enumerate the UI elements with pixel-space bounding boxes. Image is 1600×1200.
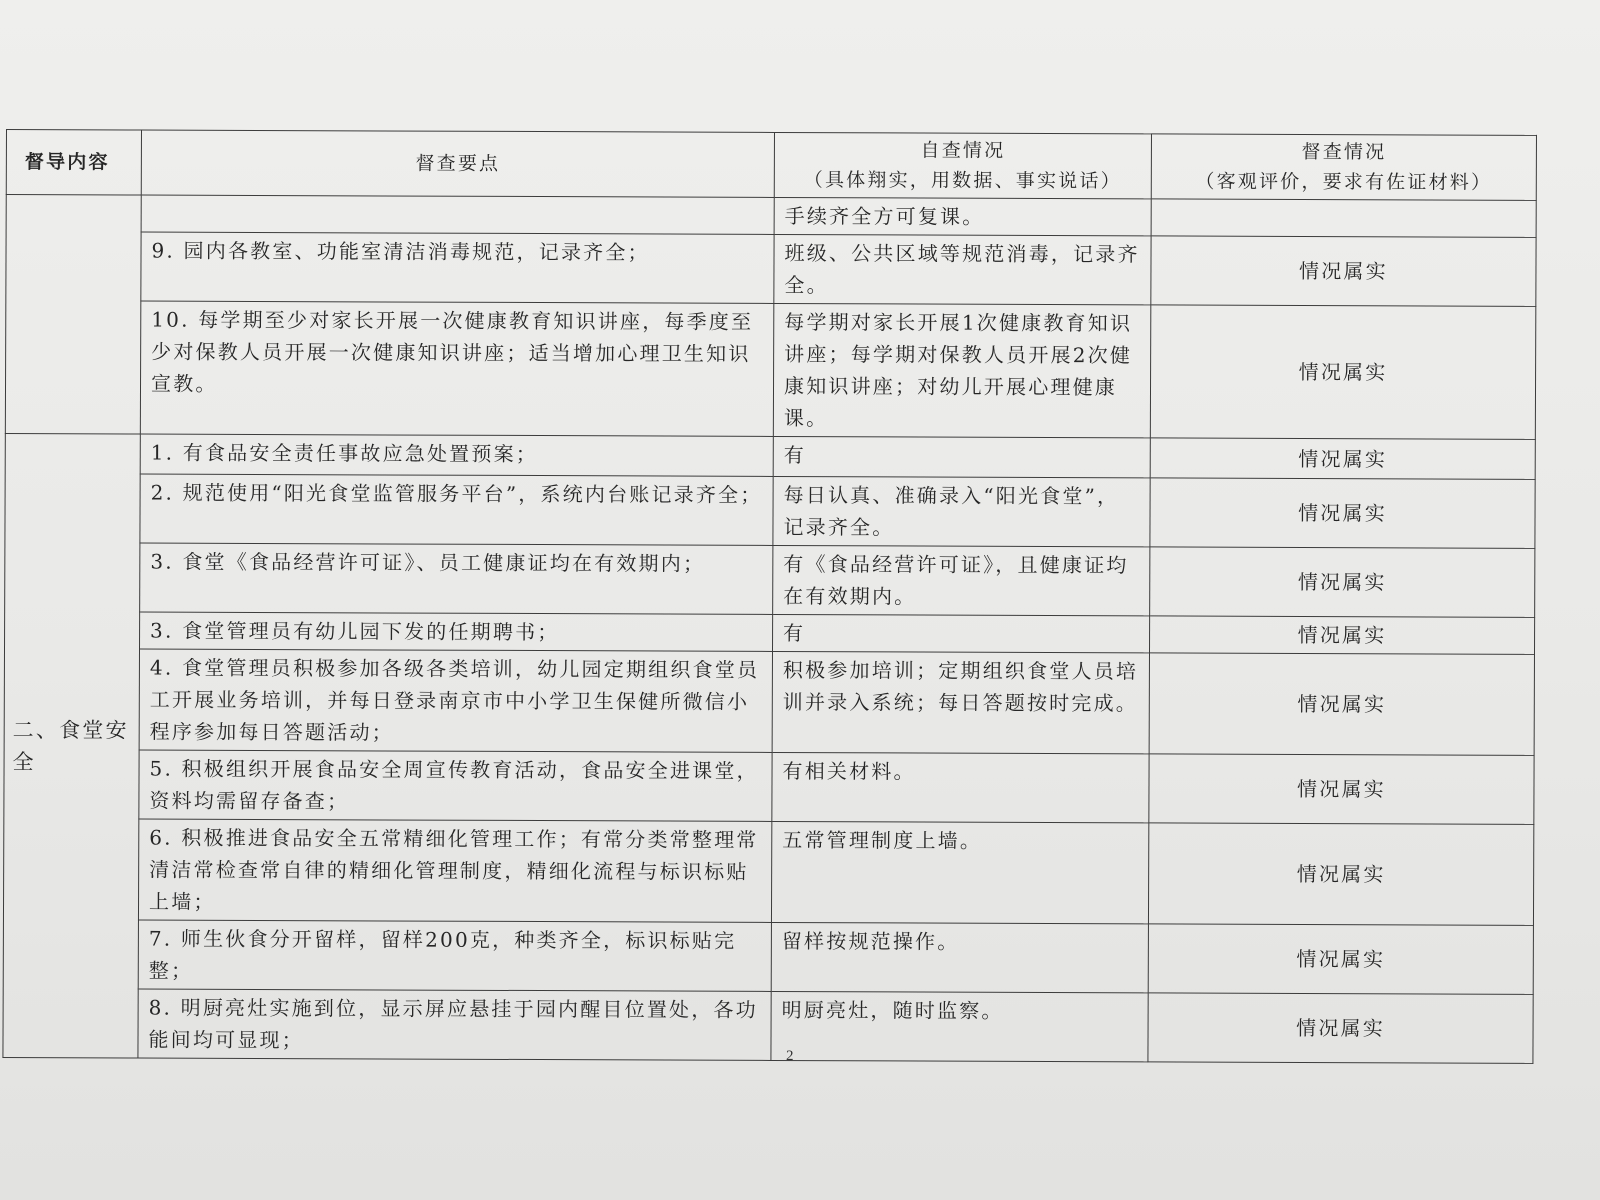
header-inspection-points: 督查要点 (141, 130, 774, 197)
header-supervision-content: 督导内容 (6, 130, 141, 196)
category-cell-section1 (5, 195, 141, 435)
self-check-cell: 班级、公共区域等规范消毒，记录齐全。 (774, 234, 1151, 304)
self-check-cell: 每日认真、准确录入“阳光食堂”，记录齐全。 (773, 476, 1150, 546)
self-check-cell: 有相关材料。 (772, 752, 1149, 822)
point-cell: 6. 积极推进食品安全五常精细化管理工作；有常分类常整理常清洁常检查常自律的精细化管理制度，精细化流程与标识标贴上墙； (138, 819, 771, 922)
table-row (5, 473, 1535, 548)
table-row (3, 818, 1533, 925)
table-row (5, 301, 1535, 440)
point-cell: 8. 明厨亮灶实施到位，显示屏应悬挂于园内醒目位置处，各功能间均可显现； (138, 989, 771, 1060)
self-check-cell: 有 (773, 436, 1150, 477)
point-cell: 3. 食堂《食品经营许可证》、员工健康证均在有效期内； (140, 543, 773, 614)
header-inspection-result-note: （客观评价，要求有佐证材料） (1195, 170, 1493, 194)
point-cell (141, 195, 774, 234)
header-inspection-result-title: 督查情况 (1301, 140, 1387, 164)
point-cell: 2. 规范使用“阳光食堂监管服务平台”，系统内台账记录齐全； (140, 474, 773, 545)
verdict-cell: 情况属实 (1149, 653, 1534, 755)
table-header-row (6, 130, 1536, 201)
self-check-cell: 有《食品经营许可证》，且健康证均在有效期内。 (773, 545, 1150, 615)
header-self-check-note: （具体翔实，用数据、事实说话） (803, 169, 1122, 193)
self-check-cell: 每学期对家长开展1次健康教育知识讲座；每学期对保教人员开展2次健康知识讲座；对幼儿开展心理健康课。 (773, 303, 1151, 437)
point-cell: 5. 积极组织开展食品安全周宣传教育活动，食品安全进课堂，资料均需留存备查； (139, 750, 772, 821)
verdict-cell: 情况属实 (1148, 924, 1533, 994)
table-row (4, 749, 1534, 824)
verdict-cell: 情况属实 (1148, 993, 1533, 1063)
point-cell: 1. 有食品安全责任事故应急处置预案； (140, 434, 773, 476)
verdict-cell: 情况属实 (1151, 236, 1536, 306)
category-cell-canteen-safety: 二、食堂安全 (3, 433, 140, 1058)
table-row (3, 988, 1533, 1063)
verdict-cell: 情况属实 (1150, 438, 1535, 479)
self-check-cell: 五常管理制度上墙。 (771, 821, 1148, 923)
table-row (3, 919, 1533, 994)
table-row (4, 648, 1534, 755)
table-row (5, 433, 1535, 479)
self-check-cell: 积极参加培训；定期组织食堂人员培训并录入系统；每日答题按时完成。 (772, 651, 1149, 753)
self-check-cell: 有 (772, 614, 1149, 652)
table-row (6, 232, 1536, 307)
header-self-check-title: 自查情况 (920, 139, 1006, 162)
point-cell: 7. 师生伙食分开留样，留样200克，种类齐全，标识标贴完整； (138, 920, 771, 991)
table-row (6, 195, 1536, 238)
verdict-cell: 情况属实 (1149, 616, 1534, 654)
verdict-cell: 情况属实 (1148, 823, 1533, 925)
header-inspection-result (1151, 134, 1536, 200)
verdict-cell (1151, 199, 1536, 237)
table-row (5, 542, 1535, 617)
point-cell: 4. 食堂管理员积极参加各级各类培训，幼儿园定期组织食堂员工开展业务培训，并每日登录南京市中小学卫生保健所微信小程序参加每日答题活动； (139, 649, 772, 752)
verdict-cell: 情况属实 (1150, 547, 1535, 617)
verdict-cell: 情况属实 (1150, 305, 1536, 439)
page-number: 2 (786, 1048, 794, 1064)
inspection-table (2, 129, 1537, 1064)
verdict-cell: 情况属实 (1150, 478, 1535, 548)
point-cell: 10. 每学期至少对家长开展一次健康教育知识讲座，每季度至少对保教人员开展一次健康知识讲座；适当增加心理卫生知识宣教。 (140, 301, 774, 436)
point-cell: 9. 园内各教室、功能室清洁消毒规范，记录齐全； (141, 232, 774, 303)
point-cell: 3. 食堂管理员有幼儿园下发的任期聘书； (140, 612, 773, 651)
self-check-cell: 明厨亮灶，随时监察。 (771, 991, 1148, 1061)
table-row (5, 611, 1535, 654)
self-check-cell: 手续齐全方可复课。 (774, 197, 1151, 235)
self-check-cell: 留样按规范操作。 (771, 922, 1148, 992)
verdict-cell: 情况属实 (1149, 754, 1534, 824)
header-self-check (774, 132, 1151, 198)
